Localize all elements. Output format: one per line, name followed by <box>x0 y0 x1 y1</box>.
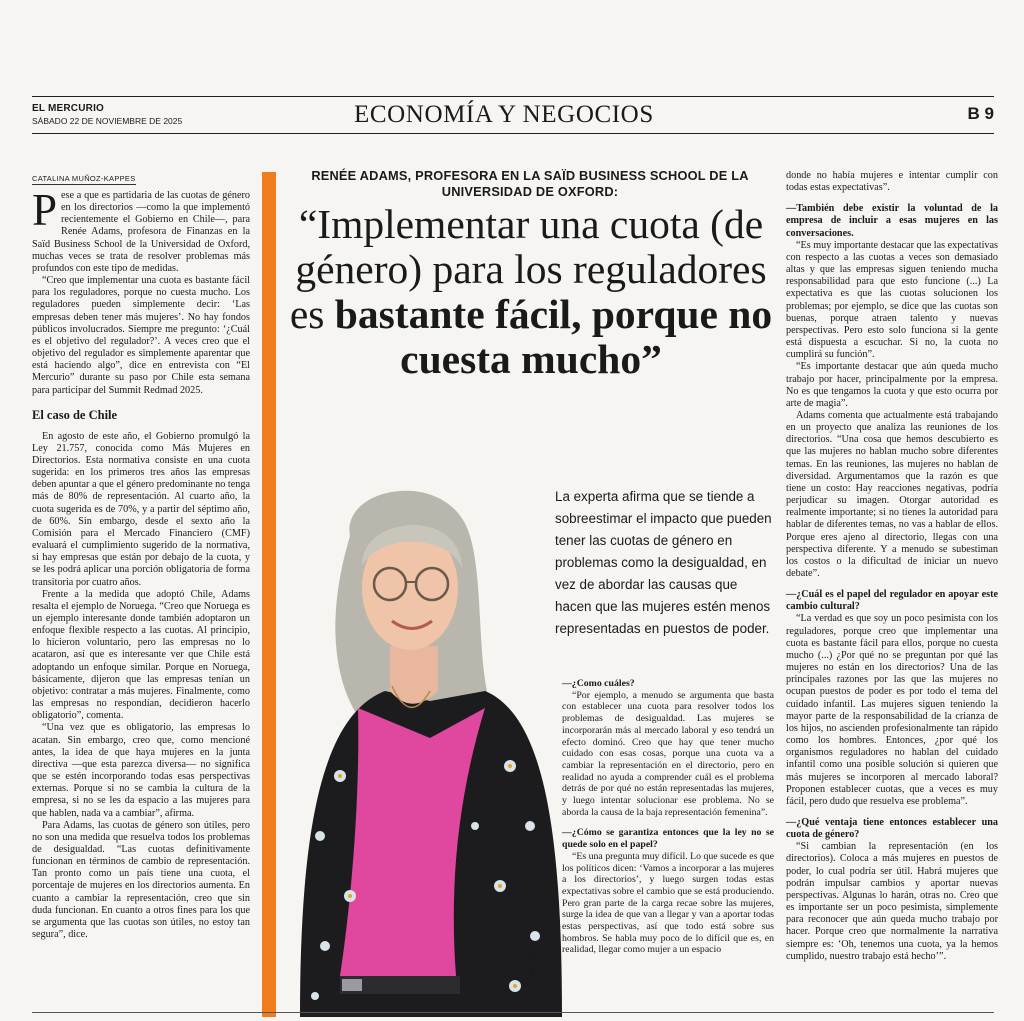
question: —¿Cuál es el papel del regulador en apoyar este cambio cultural? <box>786 589 998 613</box>
paragraph: “Creo que implementar una cuota es bastante fácil para los reguladores, porque no cuesta mucho. Los reguladores pueden simplemente decir: ‘Las empresas deben tener más mujeres’. No hay fondos públicos involucrados. Siempre me pregunto: ‘¿Cuál es el objetivo del regulador?’. A veces creo que el objetivo del regulador es simplemente aparentar que está haciendo algo”, dice en entrevista con “El Mercurio” durante su paso por Chile esta semana para participar del Summit Redmad 2025. <box>32 275 250 396</box>
question: —¿Qué ventaja tiene entonces establecer una cuota de género? <box>786 816 998 841</box>
accent-bar <box>262 172 276 1017</box>
paragraph: Para Adams, las cuotas de género son útiles, pero no son una medida que resuelva todos los problemas de desigualdad. “Las cuotas definitivamente funcionan en términos de cambio de representación. Tan pronto como un país tiene una cuota, el porcentaje de mujeres en los directorios aumenta. En cuanto a cambiar la representación, creo que sin duda funcionan. En cuanto a otros fines para los que se argumenta que las cuotas son útiles, no estoy tan segura”, dice. <box>32 819 250 941</box>
article-column-3 <box>562 678 774 956</box>
answer-continued: donde no había mujeres e intentar cumplir con todas estas expectativas”. <box>786 170 998 194</box>
answer: “Es importante destacar que aún queda mucho trabajo por hacer, principalmente por la empresa. No es que tengamos la cuota y que esto ocurra por arte de magia”. <box>786 361 998 409</box>
paragraph: “Una vez que es obligatorio, las empresas lo acatan. Sin embargo, creo que, como mencioné antes, la idea de que haya mujeres en la junta directiva —que esta parezca diversa— no significa que se estén incorporando todas esas perspectivas externas. Porque si no se cambia la cultura de la empresa, si no se les da espacio a las mujeres para que hablen, nada va a cambiar”, afirma. <box>32 722 250 819</box>
issue-date: SÁBADO 22 DE NOVIEMBRE DE 2025 <box>32 116 183 126</box>
answer: “Si cambian la representación (en los directorios). Coloca a más mujeres en puestos de poder, lo cual podría ser útil. Habrá mujeres que podrán impulsar cambios y aportar nuevas perspectivas. Algunas lo harán, otras no. Creo que es importante ser un poco pesimista, simplemente para reconocer que aún queda mucho trabajo por hacer. Porque creo que normalmente la narrativa siempre es: ‘Oh, tenemos una cuota, ya la hemos cumplido, nuestro trabajo está hecho’”. <box>786 841 998 962</box>
section-title: ECONOMÍA Y NEGOCIOS <box>354 101 654 128</box>
headline-bold: bastante fácil, porque no cuesta mucho” <box>334 291 773 382</box>
question: —¿Como cuáles? <box>562 678 635 689</box>
masthead <box>32 96 994 134</box>
bottom-rule <box>32 1012 994 1013</box>
intro-text: ese a que es partidaria de las cuotas de género en los directorios —como la que implementó recientemente el Gobierno en Chile—, para Renée Adams, profesora de Finanzas en la Saïd Business School de la Universidad de Oxford, muchas veces se trata de resolver problemas más profundos con este tipo de medidas. <box>32 190 250 274</box>
question: —También debe existir la voluntad de la empresa de incluir a esas mujeres en las conversaciones. <box>786 203 998 239</box>
kicker: RENÉE ADAMS, PROFESORA EN LA SAÏD BUSINESS SCHOOL DE LA UNIVERSIDAD DE OXFORD: <box>311 168 749 199</box>
newspaper-name: EL MERCURIO <box>32 103 105 114</box>
answer: “Es una pregunta muy difícil. Lo que sucede es que los políticos dicen: ‘Vamos a incorporar a las mujeres a los directorios’, y luego surgen todas estas expectativas sobre el cambio que se está produciendo. Pero gran parte de la carga recae sobre las mujeres, surge la idea de que van a llegar y van a aportar todas estas perspectivas, así que todo está sobre sus hombros. Se habla muy poco de lo difícil que es, en realidad, llegar como mujer a un espacio <box>562 850 774 956</box>
paragraph: En agosto de este año, el Gobierno promulgó la Ley 21.757, conocida como Más Mujeres en Directorios. Esta normativa consiste en una cuota sugerida: en los primeros tres años las empresas deben apuntar a que el género predominante no tenga más de 80% de representación. Al cuarto año, la cuota sugerida es de 70%, y a partir del séptimo año, de 60%. Sin embargo, desde el sexto año la Comisión para el Mercado Financiero (CMF) evaluará el cumplimiento sugerido de la normativa, si hay empresas que están por debajo de la cuota, y se les podrá aplicar una porción obligatoria de forma transitoria por cuatro años. <box>32 430 250 588</box>
drop-cap: P <box>32 185 58 235</box>
answer: “Es muy importante destacar que las expectativas con respecto a las cuotas a veces son demasiado altas y que las empresas siguen teniendo mucha responsabilidad para que esto funcione (...) La expectativa es que las cuotas solucionen los problemas; por ejemplo, se dice que las cuotas son buenas, porque atraen talento y nuevas perspectivas. Pero esto solo funciona si la gente está dispuesta a escuchar. Si no, la cuota no cumplirá su función”. <box>786 239 998 361</box>
photo-credit: FELIPE BÁEZ <box>531 948 537 990</box>
page-number: B 9 <box>967 104 994 123</box>
author-byline: CATALINA MUÑOZ-KAPPES <box>32 174 136 183</box>
article-column-1 <box>32 185 250 941</box>
subheading: El caso de Chile <box>32 407 118 422</box>
intro-paragraph <box>32 185 250 275</box>
question: —¿Cómo se garantiza entonces que la ley no se quede solo en el papel? <box>562 827 774 851</box>
paragraph: Frente a la medida que adoptó Chile, Adams resalta el ejemplo de Noruega. “Creo que Noruega es un ejemplo interesante donde también adoptaron un enfoque flexible respecto a las cuotas. Al principio, lo hicieron voluntario, pero las empresas no lo acataron, así que es interesante ver que Chile está adoptando un enfoque similar. Porque en Noruega, básicamente, dijeron que las empresas tenían un objetivo: contratar a más mujeres. Finalmente, como las empresas no respondían, decidieron hacerlo obligatorio”, comenta. <box>32 588 250 722</box>
article-column-4 <box>786 170 998 963</box>
headline <box>286 202 776 382</box>
answer: Adams comenta que actualmente está trabajando en un proyecto que analiza las reuniones de los directorios. “Una cosa que hemos descubierto es que las mujeres no hablan mucho sobre diferentes temas. En las reuniones, las mujeres no hablan de diversidad. Argumentamos que la razón es que tiene un costo: Hay reacciones negativas, podría perjudicar su imagen. Otorgar autoridad es realmente importante; si no tienes la autoridad para hablar de diferentes temas, no vas a hablar de ellos. Porque eres ajeno al directorio, llegas con una perspectiva diferente. Y a menudo se subestiman los costos o la dificultad de iniciar un nuevo debate”. <box>786 409 998 579</box>
lede: La experta afirma que se tiende a sobreestimar el impacto que pueden tener las cuotas de género en problemas como la desigualdad, en vez de abordar las causas que hacen que las mujeres estén menos representadas en puestos de poder. <box>555 489 772 636</box>
answer: “Por ejemplo, a menudo se argumenta que basta con establecer una cuota para resolver todos los problemas de desigualdad. Las mujeres se incorporarán más al mercado laboral y eso tendrá un efecto dominó. Creo que hay que tener mucho cuidado con esas cosas, porque una cuota va a cambiar la representación en el directorio, pero en realidad no ayuda a comprender cuál es el problema detrás de por qué no están representadas las mujeres, y luego intentar solucionar ese problema. No se aborda la causa de la baja representación femenina”. <box>562 689 774 818</box>
portrait-photo <box>280 476 570 1017</box>
headline-light: “Implementar una cuota (de género) para los reguladores es <box>289 201 767 337</box>
answer: “La verdad es que soy un poco pesimista con los reguladores, porque creo que implementar una cuota es bastante fácil para ellos, porque no cuesta mucho (...) ¿Por qué no se preguntan por qué las mujeres no están en los directorios? Una de las principales razones por las que las mujeres no ocupan puestos de poder es por todo el tema del cuidado infantil. Las mujeres siguen teniendo la mayor parte de la responsabilidad de la crianza de los hijos, no ascienden profesionalmente tan rápido como los hombres. Entonces, ¿por qué los organismos reguladores no hablan del cuidado infantil como una posible solución si quieren que más mujeres se incorporen al mercado laboral? Proponen establecer cuotas, que a veces es muy fácil, pero dudo que resuelva ese problema”. <box>786 613 998 807</box>
